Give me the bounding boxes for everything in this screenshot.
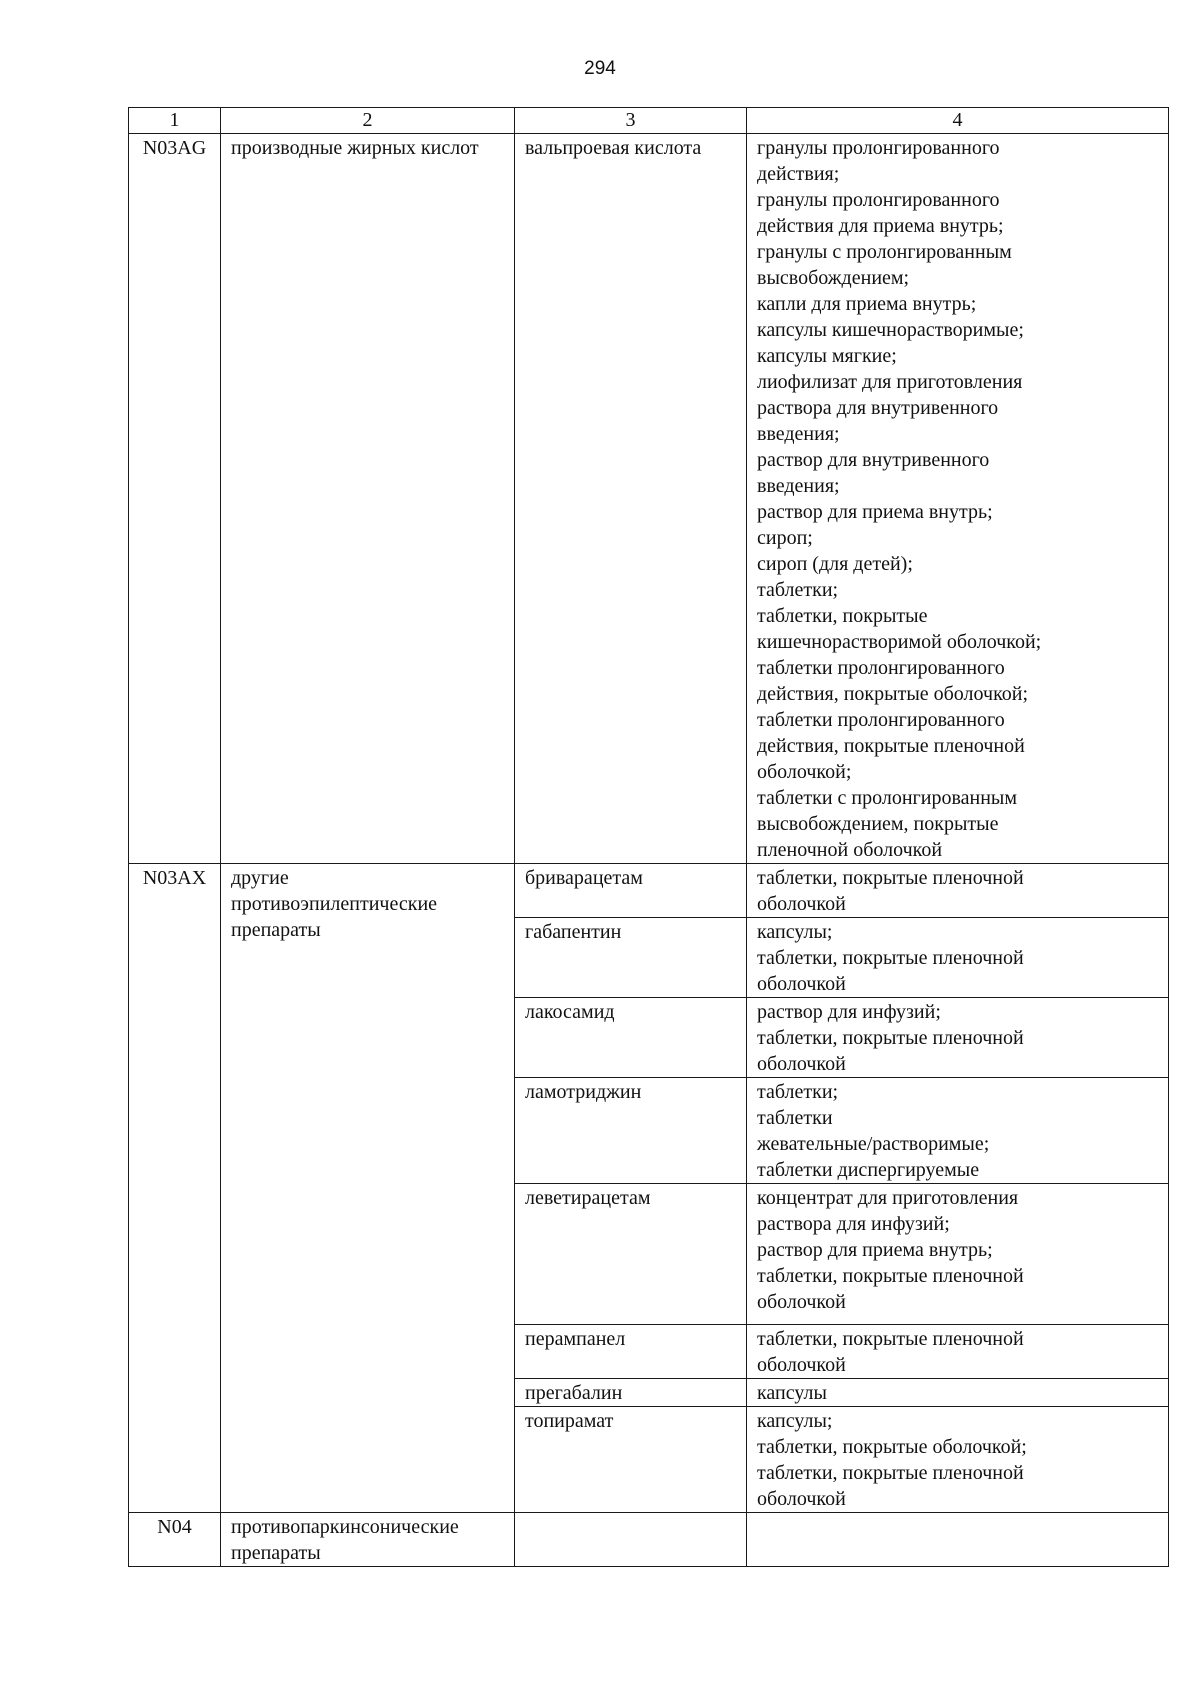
dosage-form-line: раствора для внутривенного bbox=[757, 397, 999, 419]
table-header-row bbox=[129, 108, 1169, 134]
dosage-form-line: введения; bbox=[757, 475, 840, 497]
atc-code-cell: N03AG bbox=[129, 134, 221, 864]
dosage-form-line: таблетки, покрытые пленочной bbox=[757, 1265, 1024, 1287]
group-name-cell bbox=[221, 864, 515, 1513]
dosage-form-line: жевательные/растворимые; bbox=[757, 1133, 990, 1155]
dosage-forms-cell bbox=[747, 134, 1169, 864]
dosage-form-line: таблетки, покрытые оболочкой; bbox=[757, 1436, 1027, 1458]
column-header-2: 2 bbox=[221, 108, 515, 134]
dosage-form-line: введения; bbox=[757, 423, 840, 445]
dosage-form-line: действия; bbox=[757, 163, 840, 185]
dosage-form-line: капсулы; bbox=[757, 921, 833, 943]
dosage-form-line: таблетки, покрытые пленочной bbox=[757, 1328, 1024, 1350]
dosage-form-line: таблетки bbox=[757, 1107, 833, 1129]
group-name-line: противоэпилептические bbox=[231, 893, 438, 915]
dosage-forms-cell bbox=[747, 918, 1169, 998]
table-row bbox=[129, 134, 1169, 864]
dosage-form-line: гранулы пролонгированного bbox=[757, 137, 1000, 159]
atc-code-cell: N04 bbox=[129, 1513, 221, 1567]
dosage-form-line: высвобождением; bbox=[757, 267, 910, 289]
dosage-form-line: раствор для инфузий; bbox=[757, 1001, 941, 1023]
drug-name-cell: габапентин bbox=[515, 918, 747, 998]
dosage-form-line: оболочкой bbox=[757, 1354, 846, 1376]
drug-name-cell: леветирацетам bbox=[515, 1184, 747, 1325]
dosage-form-line: действия для приема внутрь; bbox=[757, 215, 1004, 237]
dosage-forms-cell bbox=[747, 998, 1169, 1078]
dosage-form-line: гранулы с пролонгированным bbox=[757, 241, 1012, 263]
dosage-form-line: таблетки пролонгированного bbox=[757, 709, 1005, 731]
dosage-form-line: оболочкой bbox=[757, 973, 846, 995]
dosage-form-line: таблетки, покрытые пленочной bbox=[757, 1027, 1024, 1049]
column-header-3: 3 bbox=[515, 108, 747, 134]
dosage-form-line: действия, покрытые пленочной bbox=[757, 735, 1025, 757]
dosage-form-line: оболочкой bbox=[757, 1488, 846, 1510]
dosage-form-line: таблетки; bbox=[757, 1081, 839, 1103]
dosage-form-line: лиофилизат для приготовления bbox=[757, 371, 1023, 393]
dosage-form-line: капсулы; bbox=[757, 1410, 833, 1432]
dosage-forms-cell bbox=[747, 864, 1169, 918]
group-name-line: препараты bbox=[231, 1542, 321, 1564]
group-name-line: производные жирных кислот bbox=[231, 137, 479, 159]
atc-code-cell: N03AX bbox=[129, 864, 221, 1513]
dosage-form-line: кишечнорастворимой оболочкой; bbox=[757, 631, 1042, 653]
table-row bbox=[129, 1513, 1169, 1567]
dosage-form-line: раствора для инфузий; bbox=[757, 1213, 950, 1235]
dosage-form-line: таблетки диспергируемые bbox=[757, 1159, 980, 1181]
drug-name-cell: топирамат bbox=[515, 1407, 747, 1513]
column-header-1: 1 bbox=[129, 108, 221, 134]
dosage-form-line: таблетки с пролонгированным bbox=[757, 787, 1018, 809]
dosage-forms-cell bbox=[747, 1407, 1169, 1513]
dosage-forms-cell bbox=[747, 1379, 1169, 1407]
dosage-form-line: оболочкой; bbox=[757, 761, 852, 783]
dosage-form-line: раствор для внутривенного bbox=[757, 449, 990, 471]
dosage-form-line: оболочкой bbox=[757, 893, 846, 915]
medication-table bbox=[128, 107, 1169, 1567]
dosage-form-line: капсулы кишечнорастворимые; bbox=[757, 319, 1024, 341]
drug-name-cell: ламотриджин bbox=[515, 1078, 747, 1184]
dosage-form-line: пленочной оболочкой bbox=[757, 839, 943, 861]
table-row bbox=[129, 864, 1169, 918]
group-name-line: другие bbox=[231, 867, 289, 889]
drug-name-cell: прегабалин bbox=[515, 1379, 747, 1407]
drug-name-cell: перампанел bbox=[515, 1325, 747, 1379]
dosage-form-line: таблетки; bbox=[757, 579, 839, 601]
drug-name-cell bbox=[515, 1513, 747, 1567]
group-name-line: препараты bbox=[231, 919, 321, 941]
dosage-form-line: гранулы пролонгированного bbox=[757, 189, 1000, 211]
dosage-forms-cell bbox=[747, 1513, 1169, 1567]
drug-name-cell: лакосамид bbox=[515, 998, 747, 1078]
drug-name-cell: вальпроевая кислота bbox=[515, 134, 747, 864]
dosage-form-line: действия, покрытые оболочкой; bbox=[757, 683, 1029, 705]
dosage-form-line: таблетки, покрытые пленочной bbox=[757, 1462, 1024, 1484]
group-name-cell bbox=[221, 1513, 515, 1567]
dosage-form-line: оболочкой bbox=[757, 1053, 846, 1075]
dosage-form-line: капсулы мягкие; bbox=[757, 345, 897, 367]
dosage-form-line: таблетки, покрытые bbox=[757, 605, 928, 627]
dosage-form-line: капсулы bbox=[757, 1382, 827, 1404]
column-header-4: 4 bbox=[747, 108, 1169, 134]
dosage-form-line: концентрат для приготовления bbox=[757, 1187, 1019, 1209]
dosage-forms-cell bbox=[747, 1325, 1169, 1379]
dosage-form-line: высвобождением, покрытые bbox=[757, 813, 999, 835]
dosage-form-line: сироп; bbox=[757, 527, 813, 549]
dosage-forms-cell bbox=[747, 1078, 1169, 1184]
dosage-form-line: таблетки, покрытые пленочной bbox=[757, 867, 1024, 889]
dosage-forms-cell bbox=[747, 1184, 1169, 1325]
page-number: 294 bbox=[584, 58, 616, 79]
dosage-form-line: сироп (для детей); bbox=[757, 553, 913, 575]
dosage-form-line: таблетки пролонгированного bbox=[757, 657, 1005, 679]
drug-name-cell: бриварацетам bbox=[515, 864, 747, 918]
dosage-form-line: капли для приема внутрь; bbox=[757, 293, 977, 315]
group-name-cell bbox=[221, 134, 515, 864]
dosage-form-line: раствор для приема внутрь; bbox=[757, 501, 993, 523]
dosage-form-line: оболочкой bbox=[757, 1291, 846, 1313]
dosage-form-line: таблетки, покрытые пленочной bbox=[757, 947, 1024, 969]
dosage-form-line: раствор для приема внутрь; bbox=[757, 1239, 993, 1261]
group-name-line: противопаркинсонические bbox=[231, 1516, 459, 1538]
